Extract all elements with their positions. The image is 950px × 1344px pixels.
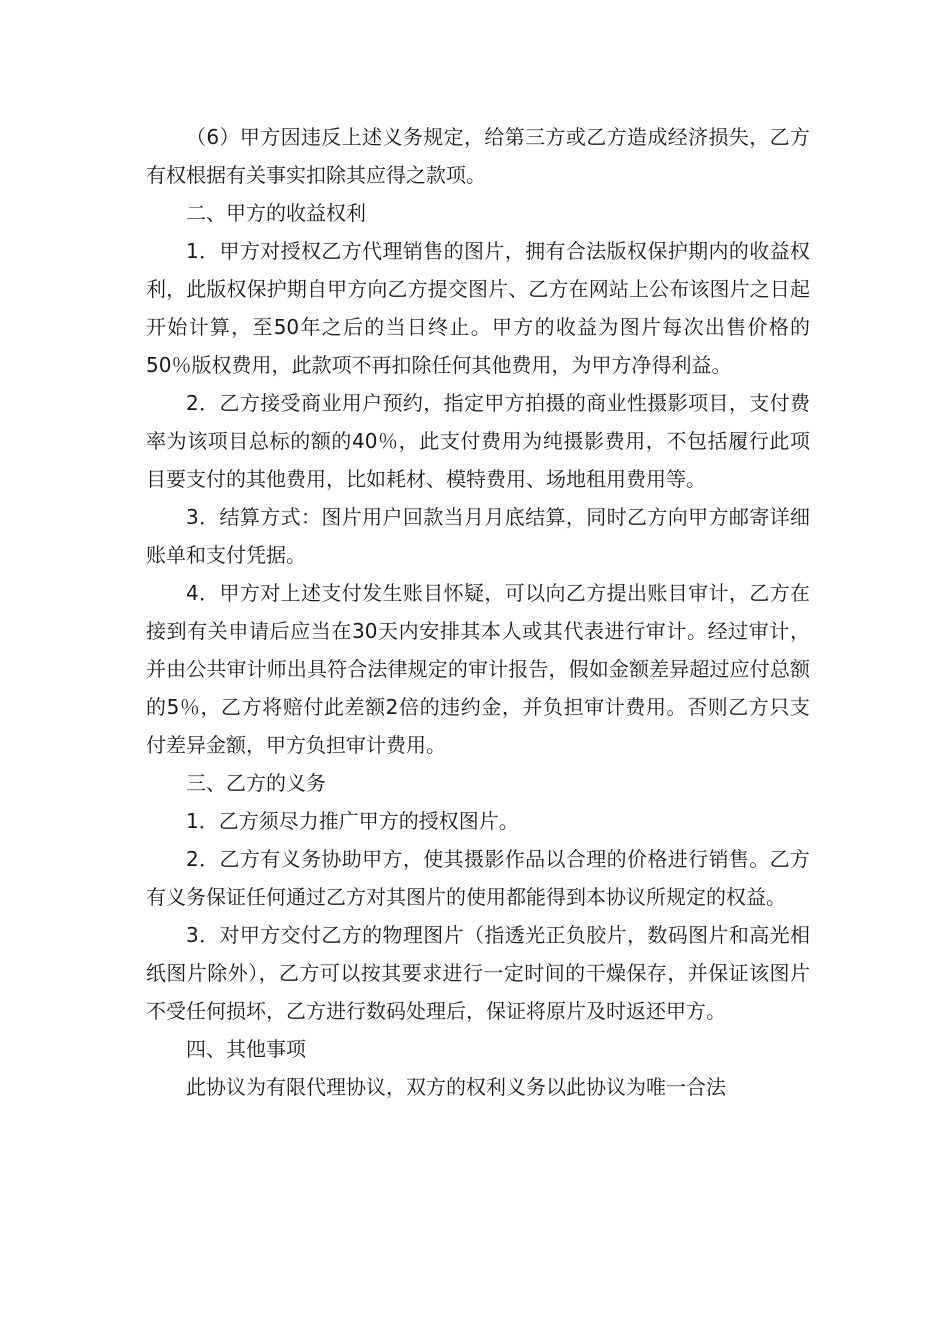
paragraph-revenue-rights: 1．甲方对授权乙方代理销售的图片，拥有合法版权保护期内的收益权利，此版权保护期自甲方向乙方提交图片、乙方在网站上公布该图片之日起开始计算，至50年之后的当日终止。甲方的收益为图片每次出售价格的50％版权费用，此款项不再扣除任何其他费用，为甲方净得利益。	[146, 239, 810, 377]
paragraph-limited-agency: 此协议为有限代理协议，双方的权利义务以此协议为唯一合法	[186, 1075, 726, 1099]
section-heading-party-a-revenue: 二、甲方的收益权利	[186, 201, 366, 225]
paragraph-promotion: 1．乙方须尽力推广甲方的授权图片。	[186, 809, 519, 833]
document-body	[146, 118, 810, 1106]
section-heading-party-b-obligations: 三、乙方的义务	[186, 771, 326, 795]
paragraph-sales-assistance: 2．乙方有义务协助甲方，使其摄影作品以合理的价格进行销售。乙方有义务保证任何通过乙方对其图片的使用都能得到本协议所规定的权益。	[146, 847, 810, 909]
paragraph-settlement: 3．结算方式：图片用户回款当月月底结算，同时乙方向甲方邮寄详细账单和支付凭据。	[146, 505, 810, 567]
section-heading-other-matters: 四、其他事项	[186, 1037, 306, 1061]
paragraph-breach-deduction: （6）甲方因违反上述义务规定，给第三方或乙方造成经济损失，乙方有权根据有关事实扣除其应得之款项。	[146, 125, 810, 187]
paragraph-commercial-booking: 2．乙方接受商业用户预约，指定甲方拍摄的商业性摄影项目，支付费率为该项目总标的额的40％，此支付费用为纯摄影费用，不包括履行此项目要支付的其他费用，比如耗材、模特费用、场地租用费用等。	[146, 391, 810, 491]
paragraph-audit: 4．甲方对上述支付发生账目怀疑，可以向乙方提出账目审计，乙方在接到有关申请后应当在30天内安排其本人或其代表进行审计。经过审计，并由公共审计师出具符合法律规定的审计报告，假如金额差异超过应付总额的5％，乙方将赔付此差额2倍的违约金，并负担审计费用。否则乙方只支付差异金额，甲方负担审计费用。	[146, 581, 810, 757]
paragraph-physical-images: 3．对甲方交付乙方的物理图片（指透光正负胶片，数码图片和高光相纸图片除外），乙方可以按其要求进行一定时间的干燥保存，并保证该图片不受任何损坏，乙方进行数码处理后，保证将原片及时返还甲方。	[146, 923, 810, 1023]
